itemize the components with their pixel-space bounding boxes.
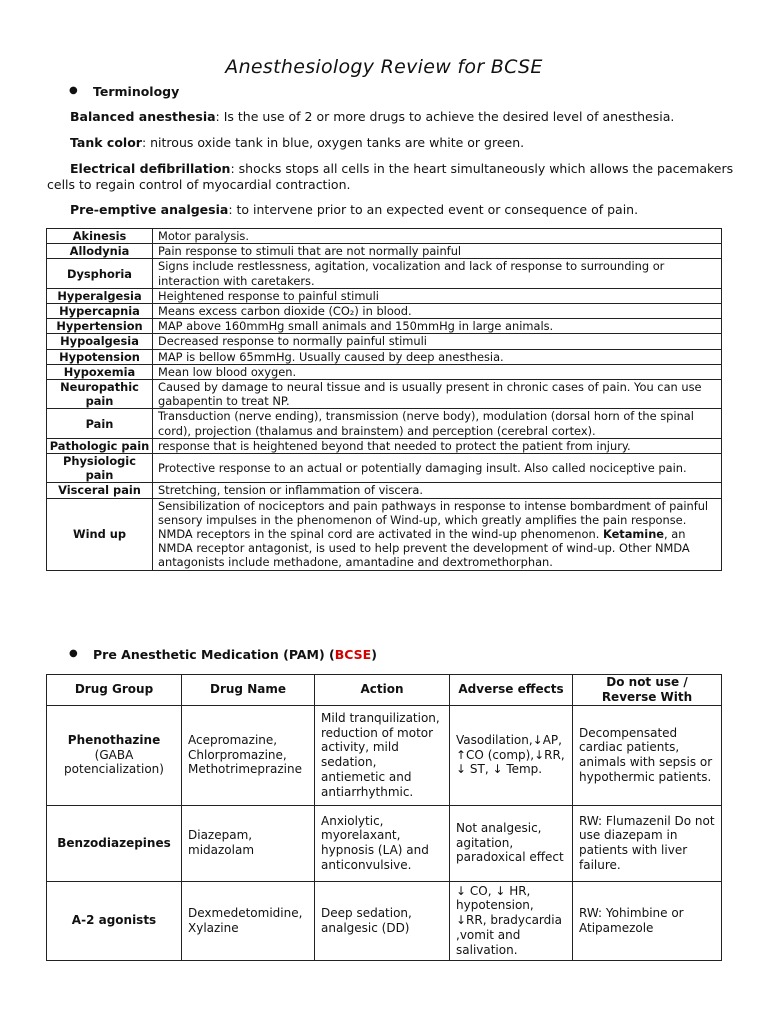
paragraph-electrical-defibrillation: Electrical defibrillation: shocks stops all cells in the heart simultaneously which allows the pacemakers cells to regain control of myocardial contraction. bbox=[47, 161, 734, 192]
term-cell: Hypoalgesia bbox=[47, 334, 153, 349]
definition-cell: Caused by damage to neural tissue and is usually present in chronic cases of pain. You can use gabapentin to treat NP. bbox=[153, 380, 722, 409]
bullet-icon: ● bbox=[69, 648, 78, 659]
term-cell: Hypercapnia bbox=[47, 304, 153, 319]
column-header: Do not use / Reverse With bbox=[573, 675, 722, 706]
bcse-highlight: BCSE bbox=[334, 647, 372, 662]
definition-cell: MAP above 160mmHg small animals and 150mmHg in large animals. bbox=[153, 319, 722, 334]
definition-cell: Signs include restlessness, agitation, vocalization and lack of response to surrounding or interaction with caretakers. bbox=[153, 259, 722, 288]
bullet-icon: ● bbox=[69, 85, 78, 96]
term-cell: Physiologic pain bbox=[47, 454, 153, 483]
adverse-effects-cell: Not analgesic, agitation, paradoxical effect bbox=[450, 805, 573, 881]
table-row bbox=[47, 438, 722, 453]
paragraph-pre-emptive-analgesia: Pre-emptive analgesia: to intervene prior to an expected event or consequence of pain. bbox=[70, 202, 639, 217]
definition-cell: Mean low blood oxygen. bbox=[153, 364, 722, 379]
definition-cell: Heightened response to painful stimuli bbox=[153, 288, 722, 303]
term-cell: Hypotension bbox=[47, 349, 153, 364]
action-cell: Deep sedation, analgesic (DD) bbox=[315, 881, 450, 960]
term-cell: Pathologic pain bbox=[47, 438, 153, 453]
term-cell: Dysphoria bbox=[47, 259, 153, 288]
section-heading-pam: ● Pre Anesthetic Medication (PAM) (BCSE) bbox=[69, 647, 377, 662]
table-row bbox=[47, 498, 722, 570]
drug-group-cell: Benzodiazepines bbox=[47, 805, 182, 881]
action-cell: Anxiolytic, myorelaxant, hypnosis (LA) and anticonvulsive. bbox=[315, 805, 450, 881]
table-row bbox=[47, 319, 722, 334]
section-heading-terminology: ● Terminology bbox=[69, 84, 180, 99]
table-row bbox=[47, 409, 722, 438]
reverse-cell: RW: Yohimbine or Atipamezole bbox=[573, 881, 722, 960]
definition-cell: Sensibilization of nociceptors and pain pathways in response to intense bombardment of painful sensory impulses in the phenomenon of Wind-up, which greatly amplifies the pain response. NMDA receptors in the spinal cord are activated in the wind-up phenomenon. Ketamine, an NMDA receptor antagonist, is used to help prevent the development of wind-up. Other NMDA antagonists include methadone, amantadine and dextromethorphan. bbox=[153, 498, 722, 570]
definition-cell: Means excess carbon dioxide (CO₂) in blood. bbox=[153, 304, 722, 319]
term-cell: Visceral pain bbox=[47, 483, 153, 498]
drug-group-cell: Phenothazine (GABA potencialization) bbox=[47, 705, 182, 805]
term-cell: Neuropathic pain bbox=[47, 380, 153, 409]
definition-cell: Pain response to stimuli that are not normally painful bbox=[153, 244, 722, 259]
adverse-effects-cell: ↓ CO, ↓ HR, hypotension, ↓RR, bradycardia ,vomit and salivation. bbox=[450, 881, 573, 960]
table-row bbox=[47, 244, 722, 259]
definition-cell: response that is heightened beyond that needed to protect the patient from injury. bbox=[153, 438, 722, 453]
paragraph-tank-color: Tank color: nitrous oxide tank in blue, oxygen tanks are white or green. bbox=[70, 135, 525, 150]
pam-table bbox=[46, 674, 722, 961]
table-row bbox=[47, 259, 722, 288]
drug-name-cell: Acepromazine, Chlorpromazine, Methotrimeprazine bbox=[182, 705, 315, 805]
term-cell: Hypertension bbox=[47, 319, 153, 334]
table-row bbox=[47, 364, 722, 379]
definition-cell: Transduction (nerve ending), transmission (nerve body), modulation (dorsal horn of the spinal cord), projection (thalamus and brainstem) and perception (cerebral cortex). bbox=[153, 409, 722, 438]
definition-cell: Stretching, tension or inflammation of viscera. bbox=[153, 483, 722, 498]
reverse-cell: RW: Flumazenil Do not use diazepam in patients with liver failure. bbox=[573, 805, 722, 881]
definition-cell: Protective response to an actual or potentially damaging insult. Also called nociceptive pain. bbox=[153, 454, 722, 483]
table-row bbox=[47, 380, 722, 409]
table-row bbox=[47, 304, 722, 319]
term-cell: Hypoxemia bbox=[47, 364, 153, 379]
table-header-row bbox=[47, 675, 722, 706]
term-cell: Hyperalgesia bbox=[47, 288, 153, 303]
reverse-cell: Decompensated cardiac patients, animals with sepsis or hypothermic patients. bbox=[573, 705, 722, 805]
terminology-table bbox=[46, 228, 722, 571]
column-header: Drug Group bbox=[47, 675, 182, 706]
table-row bbox=[47, 705, 722, 805]
term-cell: Allodynia bbox=[47, 244, 153, 259]
action-cell: Mild tranquilization, reduction of motor activity, mild sedation, antiemetic and antiarrhythmic. bbox=[315, 705, 450, 805]
term-cell: Akinesis bbox=[47, 229, 153, 244]
definition-cell: Decreased response to normally painful stimuli bbox=[153, 334, 722, 349]
paragraph-balanced-anesthesia: Balanced anesthesia: Is the use of 2 or more drugs to achieve the desired level of anesthesia. bbox=[70, 109, 675, 124]
column-header: Action bbox=[315, 675, 450, 706]
column-header: Adverse effects bbox=[450, 675, 573, 706]
definition-cell: Motor paralysis. bbox=[153, 229, 722, 244]
table-row bbox=[47, 229, 722, 244]
table-row bbox=[47, 349, 722, 364]
column-header: Drug Name bbox=[182, 675, 315, 706]
page-title: Anesthesiology Review for BCSE bbox=[225, 56, 543, 78]
drug-group-cell: A-2 agonists bbox=[47, 881, 182, 960]
term-cell: Wind up bbox=[47, 498, 153, 570]
term-cell: Pain bbox=[47, 409, 153, 438]
table-row bbox=[47, 288, 722, 303]
definition-cell: MAP is bellow 65mmHg. Usually caused by deep anesthesia. bbox=[153, 349, 722, 364]
adverse-effects-cell: Vasodilation,↓AP, ↑CO (comp),↓RR, ↓ ST, ↓ Temp. bbox=[450, 705, 573, 805]
drug-name-cell: Diazepam, midazolam bbox=[182, 805, 315, 881]
table-row bbox=[47, 881, 722, 960]
table-row bbox=[47, 454, 722, 483]
table-row bbox=[47, 483, 722, 498]
drug-name-cell: Dexmedetomidine, Xylazine bbox=[182, 881, 315, 960]
table-row bbox=[47, 334, 722, 349]
table-row bbox=[47, 805, 722, 881]
